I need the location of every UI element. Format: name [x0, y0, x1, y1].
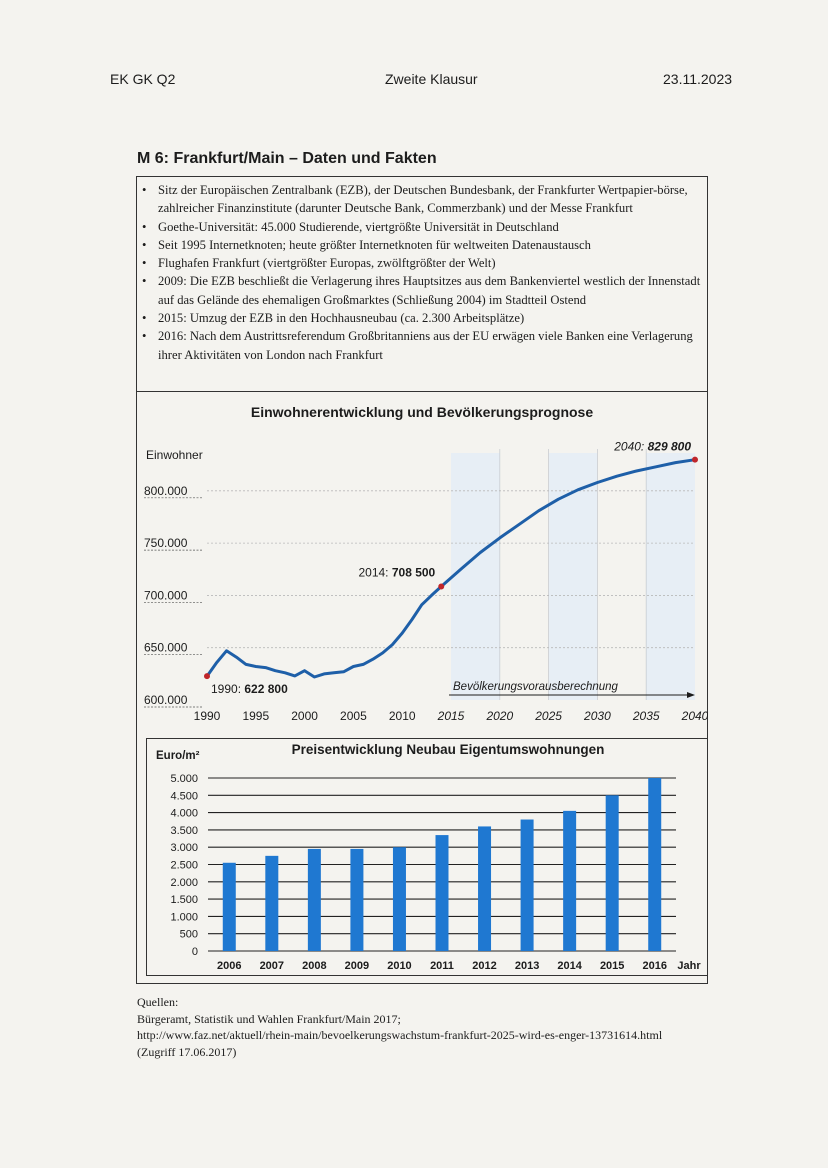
data-point-value: 708 500 — [391, 565, 436, 580]
data-point-value: 829 800 — [647, 439, 691, 454]
x-tick-label: 2013 — [514, 960, 540, 972]
data-point-prefix: 2040: — [614, 439, 648, 454]
data-point-prefix: 2014: — [358, 565, 392, 580]
y-tick-label: 1.000 — [170, 911, 198, 924]
fact-item: • Sitz der Europäischen Zentralbank (EZB), der Deutschen Bundesbank, der Frankfurter Wertpapier-börse, zahlreicher Finanzinstitute (darunter Deutsche Bank, Commerzbank) und der Messe Frankfurt — [142, 181, 706, 218]
forecast-band-segment — [646, 453, 695, 700]
y-tick-label: 2.500 — [170, 859, 198, 872]
price-bar — [350, 849, 363, 951]
y-tick-label: 4.000 — [170, 807, 198, 820]
x-tick-label: 2011 — [430, 960, 454, 972]
data-point-marker — [692, 457, 698, 463]
x-tick-label: 2014 — [557, 960, 582, 972]
exam-title: Zweite Klausur — [385, 71, 478, 87]
x-tick-label: 2035 — [632, 709, 660, 723]
data-point-label — [211, 682, 288, 696]
x-tick-label: 2040 — [681, 709, 708, 723]
source-access-date: (Zugriff 17.06.2017) — [137, 1044, 237, 1059]
y-tick-label: 0 — [191, 946, 198, 958]
y-tick-label: 600.000 — [144, 693, 188, 707]
fact-item: • 2015: Umzug der EZB in den Hochhausneubau (ca. 2.300 Arbeitsplätze) — [142, 309, 706, 327]
exam-date: 23.11.2023 — [663, 71, 733, 87]
x-tick-label: 2006 — [217, 960, 242, 972]
fact-item: • 2009: Die EZB beschließt die Verlagerung ihres Hauptsitzes aus dem Bankenviertel westlich der Innenstadt auf das Gelände des ehemaligen Großmarktes (Schließung 2004) im Stadtteil Ostend — [142, 272, 706, 309]
price-bar — [648, 778, 661, 951]
x-tick-label: 2012 — [472, 960, 497, 972]
y-tick-label: 4.500 — [170, 790, 198, 803]
x-tick-label: 2005 — [340, 709, 367, 723]
x-tick-label: 2010 — [388, 709, 416, 723]
population-chart — [136, 392, 708, 732]
data-point-value: 622 800 — [244, 682, 288, 697]
price-chart-title: Preisentwicklung Neubau Eigentumswohnungen — [291, 742, 605, 757]
price-chart — [146, 738, 708, 976]
price-x-ticks — [217, 960, 667, 972]
x-tick-label: 2000 — [291, 709, 318, 723]
price-bar — [563, 811, 576, 951]
x-tick-label: 1990 — [193, 709, 221, 723]
population-chart-title: Einwohnerentwicklung und Bevölkerungsprognose — [250, 404, 594, 420]
x-tick-label: 2008 — [302, 960, 327, 972]
forecast-band-segment — [451, 453, 500, 700]
price-y-ticks — [170, 773, 198, 958]
x-tick-label: 2009 — [344, 960, 370, 972]
x-tick-label: 2030 — [584, 709, 611, 723]
fact-item: • Goethe-Universität: 45.000 Studierende, viertgrößte Universität in Deutschland — [142, 218, 706, 236]
price-y-axis-label: Euro/m² — [156, 750, 200, 762]
price-bar — [265, 856, 278, 951]
data-point-label — [358, 566, 435, 580]
data-point-marker — [204, 673, 210, 679]
price-bar — [393, 847, 406, 951]
fact-item: • 2016: Nach dem Austrittsreferendum Großbritanniens aus der EU erwägen viele Banken eine Verlagerung ihrer Aktivitäten von London nach Frankfurt — [142, 327, 706, 364]
material-title: M 6: Frankfurt/Main – Daten und Fakten — [137, 150, 437, 167]
population-y-ticks — [144, 484, 202, 707]
forecast-label: Bevölkerungsvorausberechnung — [453, 681, 618, 693]
population-x-ticks — [194, 709, 708, 723]
forecast-band — [451, 453, 695, 700]
source-line: Bürgeramt, Statistik und Wahlen Frankfurt/Main 2017; — [137, 1011, 401, 1026]
y-tick-label: 650.000 — [144, 640, 188, 655]
price-bar — [521, 820, 534, 951]
x-tick-label: 2020 — [486, 709, 514, 723]
price-bar — [308, 849, 321, 951]
y-tick-label: 1.500 — [170, 894, 198, 907]
fact-item: • Seit 1995 Internetknoten; heute größter Internetknoten für weltweiten Datenaustausch — [142, 236, 706, 254]
x-tick-label: 2010 — [387, 960, 412, 972]
y-tick-label: 3.500 — [170, 824, 198, 837]
x-tick-label: 1995 — [242, 709, 270, 723]
y-tick-label: 700.000 — [144, 588, 188, 603]
data-point-marker — [438, 584, 444, 590]
facts-list — [142, 181, 706, 364]
price-x-axis-label: Jahr — [677, 960, 701, 972]
y-tick-label: 750.000 — [144, 536, 188, 551]
sources-block — [137, 994, 737, 1060]
price-bar — [436, 835, 449, 951]
course-label: EK GK Q2 — [110, 71, 176, 87]
price-bar — [478, 826, 491, 951]
y-tick-label: 800.000 — [144, 483, 188, 498]
y-tick-label: 2.000 — [170, 876, 198, 889]
x-tick-label: 2015 — [599, 960, 625, 972]
price-bar — [223, 863, 236, 951]
x-tick-label: 2015 — [437, 709, 465, 723]
x-tick-label: 2025 — [535, 709, 562, 723]
sources-heading: Quellen: — [137, 995, 179, 1009]
data-point-label — [613, 440, 691, 454]
data-point-prefix: 1990: — [211, 682, 245, 697]
x-tick-label: 2007 — [259, 960, 285, 972]
fact-item: • Flughafen Frankfurt (viertgrößter Europas, zwölftgrößter der Welt) — [142, 254, 706, 272]
forecast-band-segment — [549, 453, 598, 700]
source-url: http://www.faz.net/aktuell/rhein-main/bevoelkerungswachstum-frankfurt-2025-wird-es-enger-13731614.html — [137, 1028, 663, 1042]
y-tick-label: 3.000 — [170, 842, 198, 855]
price-bar — [606, 795, 619, 951]
y-tick-label: 5.000 — [170, 773, 198, 785]
population-y-axis-label: Einwohner — [146, 448, 203, 462]
y-tick-label: 500 — [179, 928, 198, 941]
x-tick-label: 2016 — [642, 960, 667, 972]
